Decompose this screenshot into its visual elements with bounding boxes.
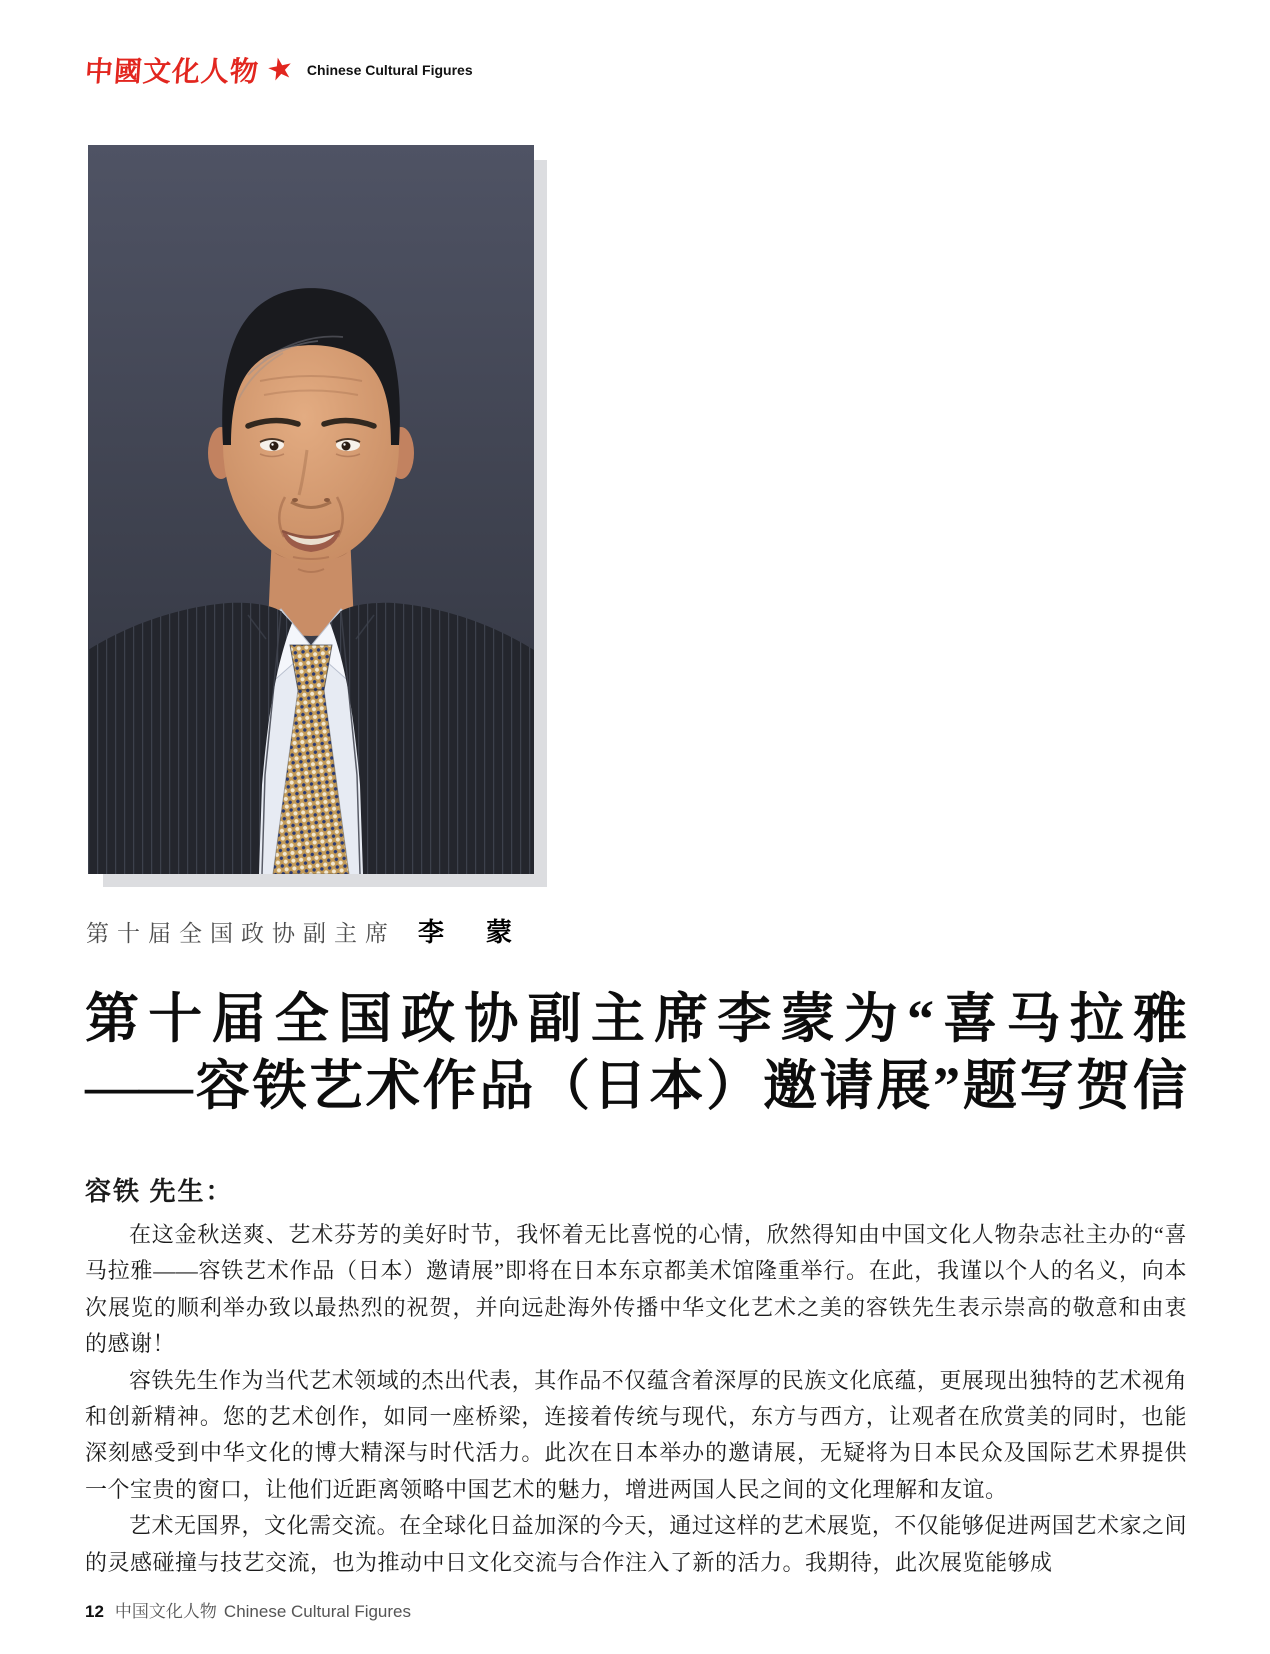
magazine-logo-en: Chinese Cultural Figures: [306, 62, 473, 78]
caption-name: 李蒙: [418, 917, 555, 947]
masthead: [85, 52, 473, 88]
headline-line1: 第十届全国政协副主席李蒙为“喜马拉雅: [85, 989, 1187, 1049]
footer-brand-en: Chinese Cultural Figures: [223, 1602, 412, 1621]
letter-paragraph: 在这金秋送爽、艺术芬芳的美好时节，我怀着无比喜悦的心情，欣然得知由中国文化人物杂志社主办的“喜马拉雅——容铁艺术作品（日本）邀请展”即将在日本东京都美术馆隆重举行。在此，我谨以个人的名义，向本次展览的顺利举办致以最热烈的祝贺，并向远赴海外传播中华文化艺术之美的容铁先生表示崇高的敬意和由衷的感谢！: [85, 1222, 1187, 1357]
letter-paragraph: 艺术无国界，文化需交流。在全球化日益加深的今天，通过这样的艺术展览，不仅能够促进两国艺术家之间的灵感碰撞与技艺交流，也为推动中日文化交流与合作注入了新的活力。我期待，此次展览能够成: [85, 1513, 1187, 1575]
headline-line2: ——容铁艺术作品（日本）邀请展”题写贺信: [85, 1056, 1187, 1116]
footer-brand-cn: 中国文化人物: [114, 1602, 217, 1621]
letter-body: [85, 1176, 1187, 1581]
letter-paragraph: 容铁先生作为当代艺术领域的杰出代表，其作品不仅蕴含着深厚的民族文化底蕴，更展现出独特的艺术视角和创新精神。您的艺术创作，如同一座桥梁，连接着传统与现代，东方与西方，让观者在欣赏美的同时，也能深刻感受到中华文化的博大精深与时代活力。此次在日本举办的邀请展，无疑将为日本民众及国际艺术界提供一个宝贵的窗口，让他们近距离领略中国艺术的魅力，增进两国人民之间的文化理解和友谊。: [85, 1367, 1187, 1502]
article-headline: [85, 986, 1187, 1120]
page-footer: [85, 1597, 411, 1622]
star-icon: ★: [263, 50, 297, 89]
portrait-photo: [88, 145, 534, 874]
portrait-illustration: [88, 145, 534, 874]
photo-caption: [86, 912, 1188, 949]
letter-salutation: 容铁 先生：: [85, 1177, 234, 1206]
caption-role: 第十届全国政协副主席: [86, 920, 396, 946]
magazine-logo-cn: 中國文化人物: [83, 55, 261, 88]
page-number: 12: [85, 1602, 104, 1621]
